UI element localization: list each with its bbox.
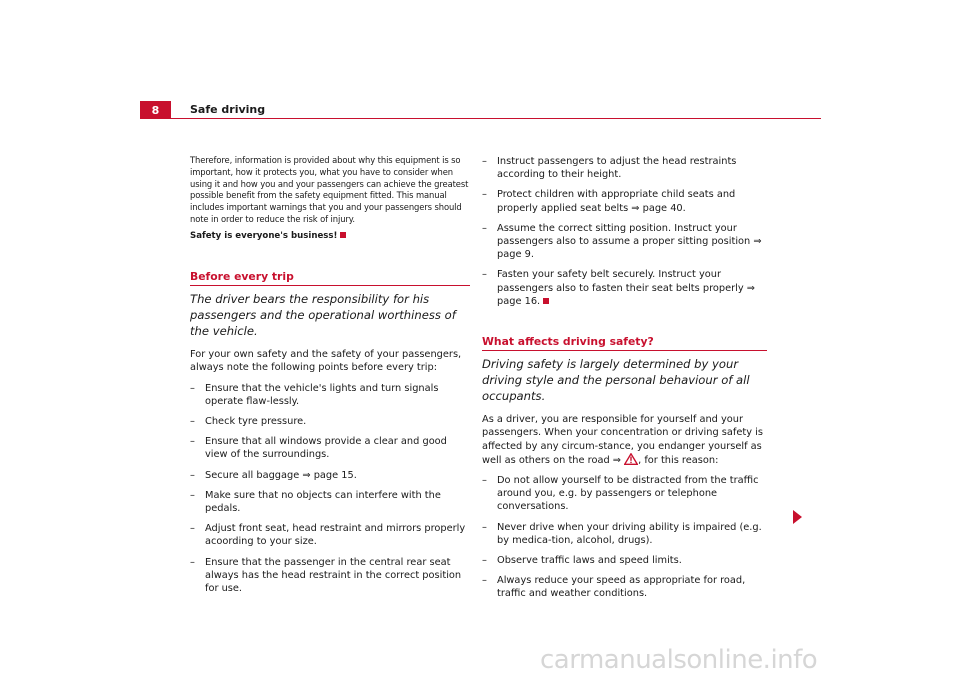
- driving-safety-intro-text: As a driver, you are responsible for yourself and your passengers. When your concentration or driving safety is affected by any circum-stance, you endanger yourself as well as others on the road ⇒: [482, 414, 763, 466]
- right-column: [482, 155, 767, 608]
- list-item-text: Fasten your safety belt securely. Instruct your passengers also to fasten their seat belts properly ⇒ page 16.: [497, 269, 755, 307]
- list-item: – Ensure that the passenger in the central rear seat always has the head restraint in the correct position for use.: [190, 556, 470, 596]
- section-gap: [190, 250, 470, 270]
- lead-driving-safety: Driving safety is largely determined by your driving style and the personal behaviour of all occupants.: [482, 357, 750, 404]
- watermark: carmanualsonline.info: [540, 645, 818, 675]
- list-item: – Assume the correct sitting position. Instruct your passengers also to assume a proper sitting position ⇒ page 9.: [482, 222, 767, 262]
- list-item: – Make sure that no objects can interfere with the pedals.: [190, 489, 470, 515]
- driving-safety-intro: [482, 413, 767, 467]
- list-item: – Secure all baggage ⇒ page 15.: [190, 469, 470, 482]
- end-of-section-icon: [543, 298, 549, 304]
- list-item: – Ensure that all windows provide a clear and good view of the surroundings.: [190, 435, 470, 461]
- list-item-last: [482, 268, 767, 308]
- list-item: – Ensure that the vehicle's lights and turn signals operate flaw-lessly.: [190, 382, 470, 408]
- list-item: – Adjust front seat, head restraint and mirrors properly acoording to your size.: [190, 522, 470, 548]
- before-trip-list-continued: [482, 155, 767, 308]
- list-item: – Always reduce your speed as appropriate for road, traffic and weather conditions.: [482, 574, 767, 600]
- continue-arrow-icon: [793, 510, 802, 524]
- intro-closing-text: Safety is everyone's business!: [190, 230, 338, 241]
- list-item: – Instruct passengers to adjust the head restraints according to their height.: [482, 155, 767, 181]
- heading-driving-safety: What affects driving safety?: [482, 335, 767, 351]
- warning-triangle-icon: [624, 453, 638, 465]
- before-trip-list: [190, 382, 470, 596]
- driving-safety-list: [482, 474, 767, 601]
- list-item: – Protect children with appropriate child seats and properly applied seat belts ⇒ page 40.: [482, 188, 767, 214]
- end-of-section-icon: [340, 232, 346, 238]
- lead-before-every-trip: The driver bears the responsibility for his passengers and the operational worthiness of the vehicle.: [190, 292, 456, 339]
- list-item: – Check tyre pressure.: [190, 415, 470, 428]
- list-item: – Observe traffic laws and speed limits.: [482, 554, 767, 567]
- running-title: Safe driving: [190, 103, 266, 116]
- driving-safety-intro-tail: , for this reason:: [638, 454, 719, 466]
- header-rule: [171, 118, 821, 119]
- heading-before-every-trip: Before every trip: [190, 270, 470, 286]
- page-number: 8: [151, 103, 160, 117]
- page-number-tab: [140, 101, 171, 119]
- before-trip-intro: For your own safety and the safety of your passengers, always note the following points before every trip:: [190, 349, 462, 374]
- intro-closing: [190, 230, 470, 243]
- list-item: – Never drive when your driving ability is impaired (e.g. by medica-tion, alcohol, drugs).: [482, 521, 767, 547]
- intro-paragraph: Therefore, information is provided about why this equipment is so important, how it protects you, what you have to consider when using it and how you and your passengers can achieve the greatest possible benefit from the safety equipment fitted. This manual includes important warnings that you and your passengers should note in order to reduce the risk of injury.: [190, 155, 469, 224]
- list-item: – Do not allow yourself to be distracted from the traffic around you, e.g. by passengers or telephone conversations.: [482, 474, 767, 514]
- left-column: [190, 155, 470, 602]
- section-gap: [482, 315, 767, 335]
